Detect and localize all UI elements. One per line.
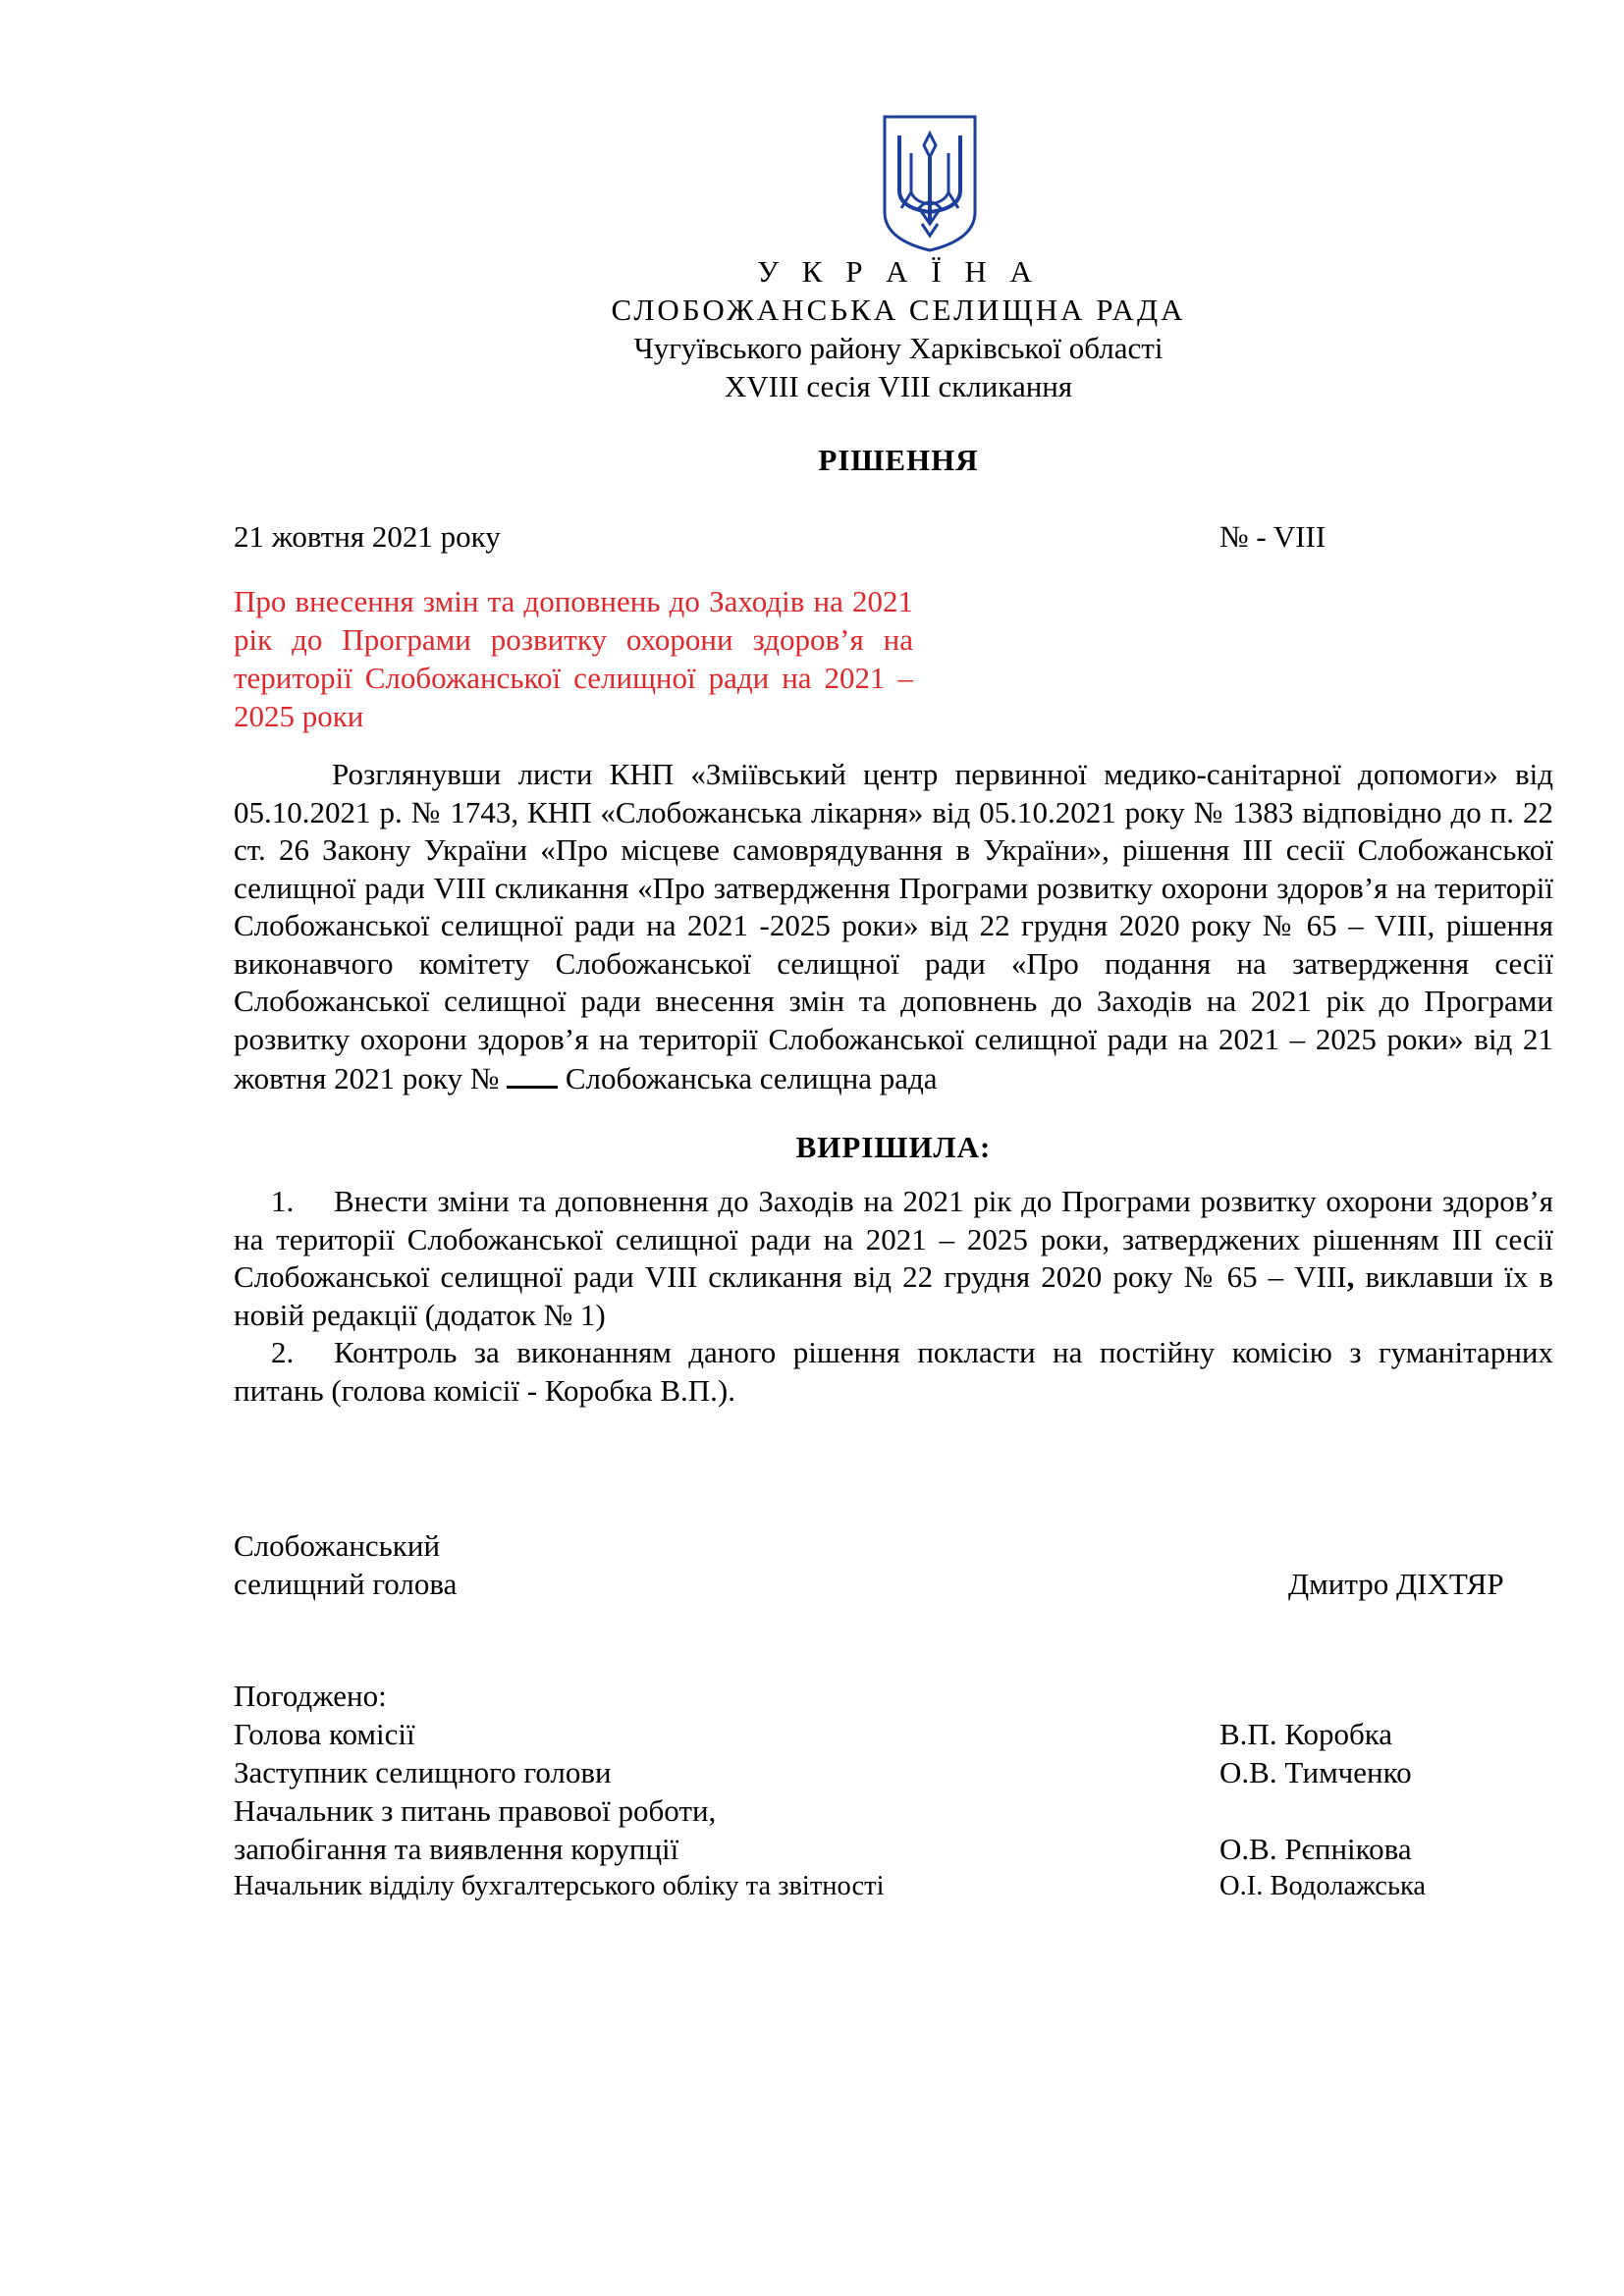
item-text: Контроль за виконанням даного рішення покласти на постійну комісію з гуманітарних питань (голова комісії - Коробка В.П.). bbox=[234, 1335, 1553, 1408]
signatory-title-line2: селищний голова bbox=[234, 1567, 458, 1601]
agreement-name: О.І. Водолажська bbox=[1219, 1871, 1427, 1901]
document-type-heading: РІШЕННЯ bbox=[818, 443, 979, 477]
agreement-name: О.В. Тимченко bbox=[1219, 1755, 1412, 1789]
council-heading: СЛОБОЖАНСЬКА СЕЛИЩНА РАДА bbox=[611, 293, 1186, 327]
preamble-text: Розглянувши листи КНП «Зміївський центр первинної медико-санітарної допомоги» від 05.10.2021 р. № 1743, КНП «Слобожанська лікарня» від 05.10.2021 року № 1383 відповідно до п. 22 ст. 26 Закону України «Про місцеве самоврядування в України», рішення ІІІ сесії Слобожанської селищної ради VІІІ скликання «Про затвердження Програми розвитку охорони здоров’я на території Слобожанської селищної ради на 2021 -2025 роки» від 22 грудня 2020 року № 65 – VIII, рішення виконавчого комітету Слобожанської селищної ради «Про подання на затвердження сесії Слобожанської селищної ради внесення змін та доповнень до Заходів на 2021 рік до Програми розвитку охорони здоров’я на території Слобожанської селищної ради на 2021 – 2025 роки» від 21 жовтня 2021 року № bbox=[234, 757, 1553, 1095]
decision-subject: Про внесення змін та доповнень до Заходів на 2021 рік до Програми розвитку охорони здоров’я на території Слобожанської селищної ради на 2021 – 2025 роки bbox=[234, 584, 913, 733]
preamble-paragraph bbox=[234, 756, 1553, 1098]
agreement-name: О.В. Рєпнікова bbox=[1219, 1832, 1412, 1866]
decision-item bbox=[234, 1334, 1553, 1410]
decision-number: № - VIII bbox=[1219, 519, 1326, 554]
item-text-end: виклавши їх в новій редакції (додаток № 1) bbox=[234, 1259, 1553, 1332]
item-text-bold: , bbox=[1346, 1259, 1355, 1294]
district-line: Чугуївського району Харківської області bbox=[633, 331, 1164, 365]
agreement-position: Начальник з питань правової роботи, bbox=[234, 1793, 717, 1828]
agreement-position: запобігання та виявлення корупції bbox=[234, 1832, 679, 1866]
preamble-text-end: Слобожанська селищна рада bbox=[558, 1061, 938, 1095]
session-line: XVIII сесія VIII скликання bbox=[724, 369, 1073, 403]
trident-coat-of-arms-icon bbox=[882, 114, 978, 253]
signatory-title-line1: Слобожанський bbox=[234, 1528, 441, 1563]
number-blank-line bbox=[507, 1058, 558, 1089]
item-text: Внести зміни та доповнення до Заходів на 2021 рік до Програми розвитку охорони здоров’я на території Слобожанської селищної ради на 2021 – 2025 роки, затверджених рішенням ІІІ сесії Слобожанської селищної ради VІІІ скликання від 22 грудня 2020 року № 65 – VIII bbox=[234, 1184, 1553, 1294]
decision-items bbox=[234, 1183, 1553, 1410]
agreement-position: Голова комісії bbox=[234, 1717, 415, 1751]
decision-item bbox=[234, 1183, 1553, 1334]
agreed-label: Погоджено: bbox=[234, 1679, 387, 1713]
resolved-heading: ВИРІШИЛА: bbox=[795, 1130, 992, 1164]
item-number: 1. bbox=[271, 1184, 295, 1218]
decision-date: 21 жовтня 2021 року bbox=[234, 519, 501, 554]
agreement-position: Заступник селищного голови bbox=[234, 1755, 612, 1789]
signatory-name: Дмитро ДІХТЯР bbox=[1288, 1567, 1504, 1601]
agreement-position: Начальник відділу бухгалтерського обліку та звітності bbox=[234, 1871, 885, 1901]
item-number: 2. bbox=[271, 1335, 295, 1369]
agreement-name: В.П. Коробка bbox=[1219, 1717, 1393, 1751]
country-heading: У К Р А Ї Н А bbox=[757, 254, 1040, 289]
